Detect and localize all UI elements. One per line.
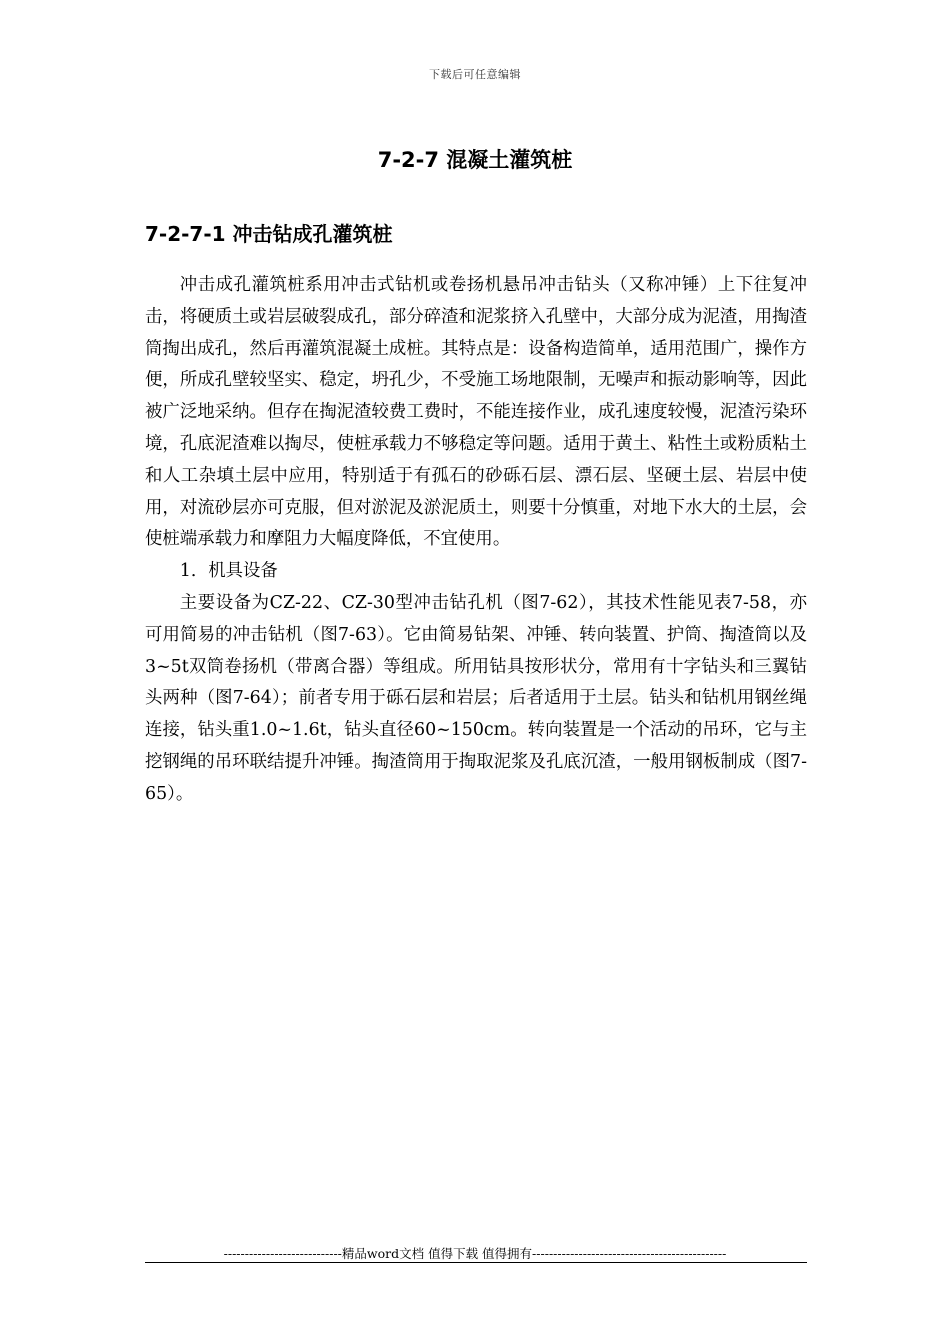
footer-text: ----------------------------精品word文档 值得下载 值得拥有----------------------------------------------	[223, 1246, 727, 1261]
item-heading-equipment: 1．机具设备	[179, 561, 278, 582]
body-text	[145, 270, 807, 811]
paragraph-intro: 冲击成孔灌筑桩系用冲击式钻机或卷扬机悬吊冲击钻头（又称冲锤）上下往复冲击，将硬质土或岩层破裂成孔，部分碎渣和泥浆挤入孔壁中，大部分成为泥渣，用掏渣筒掏出成孔，然后再灌筑混凝土成桩。其特点是：设备构造简单，适用范围广，操作方便，所成孔壁较坚实、稳定，坍孔少，不受施工场地限制，无噪声和振动影响等，因此被广泛地采纳。但存在掏泥渣较费工费时，不能连接作业，成孔速度较慢，泥渣污染环境，孔底泥渣难以掏尽，使桩承载力不够稳定等问题。适用于黄土、粘性土或粉质粘土和人工杂填土层中应用，特别适于有孤石的砂砾石层、漂石层、坚硬土层、岩层中使用，对流砂层亦可克服，但对淤泥及淤泥质土，则要十分慎重，对地下水大的土层，会使桩端承载力和摩阻力大幅度降低，不宜使用。	[145, 275, 807, 550]
section-title: 7-2-7-1 冲击钻成孔灌筑桩	[145, 222, 393, 246]
paragraph-equipment: 主要设备为CZ-22、CZ-30型冲击钻孔机（图7-62），其技术性能见表7-58，亦可用简易的冲击钻机（图7-63）。它由简易钻架、冲锤、转向装置、护筒、掏渣筒以及3~5t双筒卷扬机（带离合器）等组成。所用钻具按形状分，常用有十字钻头和三翼钻头两种（图7-64）；前者专用于砾石层和岩层；后者适用于土层。钻头和钻机用钢丝绳连接，钻头重1.0~1.6t，钻头直径60~150cm。转向装置是一个活动的吊环，它与主挖钢绳的吊环联结提升冲锤。掏渣筒用于掏取泥浆及孔底沉渣，一般用钢板制成（图7-65）。	[145, 592, 807, 804]
header-note: 下载后可任意编辑	[429, 68, 521, 81]
page-title: 7-2-7 混凝土灌筑桩	[377, 148, 573, 172]
footer-divider	[145, 1262, 807, 1263]
